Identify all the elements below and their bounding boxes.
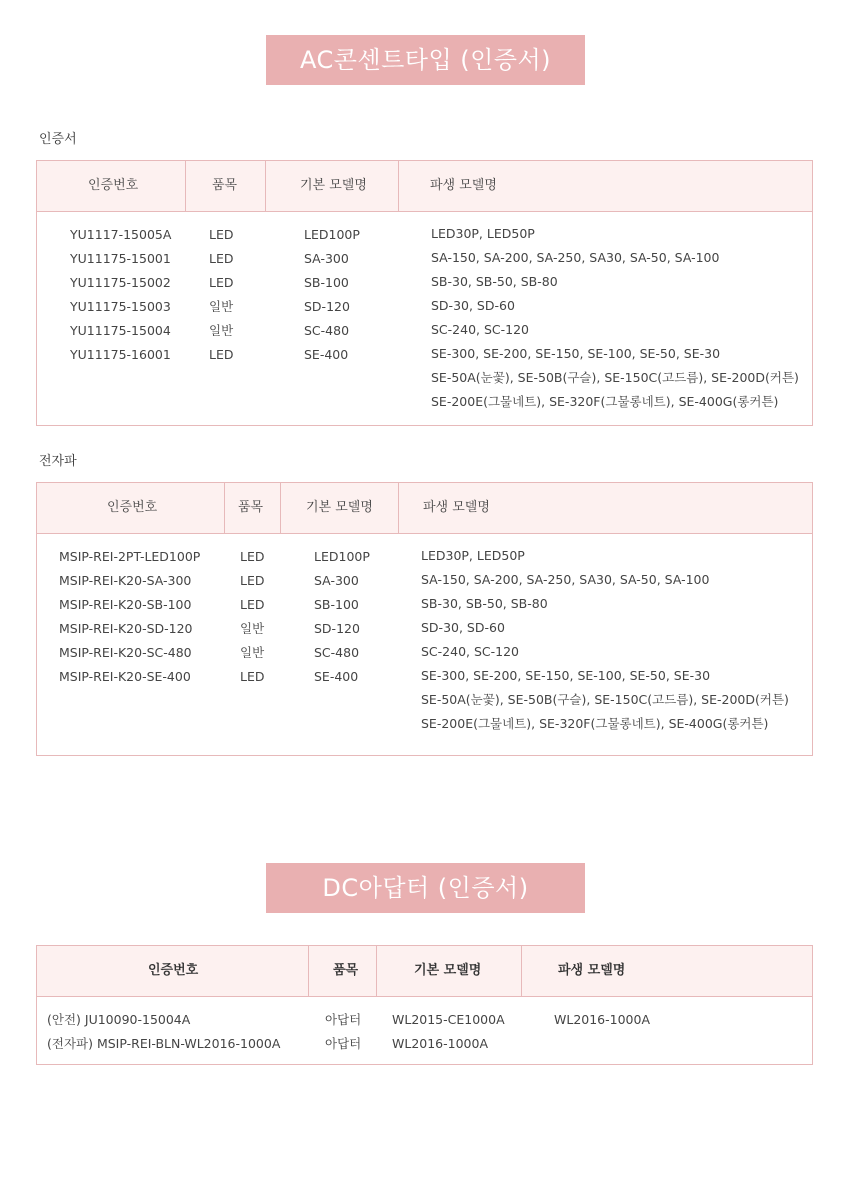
emi-table xyxy=(36,482,813,756)
cert-number-cell: YU11175-16001 xyxy=(70,347,171,362)
item-cell: 아답터 xyxy=(325,1012,362,1027)
cert-number-cell: YU11175-15004 xyxy=(70,323,171,338)
header-item: 품목 xyxy=(333,963,359,978)
cert-number-cell: MSIP-REI-K20-SA-300 xyxy=(59,573,192,588)
header-cert-number: 인증번호 xyxy=(88,178,139,193)
base-model-cell: SB-100 xyxy=(314,597,359,612)
base-model-cell: WL2016-1000A xyxy=(392,1036,489,1051)
derived-model-line: SB-30, SB-50, SB-80 xyxy=(421,596,548,611)
table-row xyxy=(37,273,812,293)
base-model-cell: LED100P xyxy=(304,227,360,242)
derived-model-line: SE-300, SE-200, SE-150, SE-100, SE-50, SE-30 xyxy=(421,668,711,683)
derived-model-line: LED30P, LED50P xyxy=(421,548,525,563)
base-model-cell: SC-480 xyxy=(304,323,350,338)
base-model-cell: SA-300 xyxy=(304,251,349,266)
cert-number-cell: YU1117-15005A xyxy=(70,227,172,242)
cert-number-cell: YU11175-15002 xyxy=(70,275,171,290)
derived-model-line: LED30P, LED50P xyxy=(431,226,535,241)
item-cell: LED xyxy=(209,275,234,290)
item-cell: LED xyxy=(209,347,234,362)
item-cell: 일반 xyxy=(240,645,265,660)
item-cell: 일반 xyxy=(209,323,234,338)
derived-model-line: SA-150, SA-200, SA-250, SA30, SA-50, SA-100 xyxy=(421,572,710,587)
cert-number-cell: YU11175-15001 xyxy=(70,251,171,266)
cert-number-cell: MSIP-REI-K20-SD-120 xyxy=(59,621,193,636)
cert-number-cell: (안전) JU10090-15004A xyxy=(47,1012,191,1027)
derived-model-line: SE-200E(그물네트), SE-320F(그물롱네트), SE-400G(롱커튼) xyxy=(431,394,779,409)
emi-table-header xyxy=(37,483,812,534)
derived-model-line: SD-30, SD-60 xyxy=(431,298,515,313)
base-model-cell: SA-300 xyxy=(314,573,359,588)
cert-table-header xyxy=(37,161,812,212)
item-cell: LED xyxy=(240,669,265,684)
base-model-cell: SD-120 xyxy=(314,621,360,636)
cert-table xyxy=(36,160,813,426)
header-item: 품목 xyxy=(238,500,264,515)
header-base-model: 기본 모델명 xyxy=(414,963,482,978)
cert-section-label: 인증서 xyxy=(39,132,77,147)
derived-model-line: SD-30, SD-60 xyxy=(421,620,505,635)
cert-number-cell: MSIP-REI-K20-SB-100 xyxy=(59,597,192,612)
table-row xyxy=(37,321,812,341)
cert-number-cell: MSIP-REI-K20-SC-480 xyxy=(59,645,192,660)
emi-section-label: 전자파 xyxy=(39,454,77,469)
base-model-cell: SE-400 xyxy=(304,347,349,362)
header-cert-number: 인증번호 xyxy=(148,963,199,978)
cert-number-cell: MSIP-REI-K20-SE-400 xyxy=(59,669,191,684)
item-cell: 일반 xyxy=(209,299,234,314)
item-cell: LED xyxy=(209,251,234,266)
table-row xyxy=(37,225,812,245)
item-cell: LED xyxy=(240,549,265,564)
table-row xyxy=(37,1010,812,1030)
table-row xyxy=(37,1034,812,1054)
item-cell: 일반 xyxy=(240,621,265,636)
base-model-cell: SC-480 xyxy=(314,645,360,660)
base-model-cell: LED100P xyxy=(314,549,370,564)
item-cell: LED xyxy=(209,227,234,242)
dc-table xyxy=(36,945,813,1065)
base-model-cell: SB-100 xyxy=(304,275,349,290)
cert-number-cell: MSIP-REI-2PT-LED100P xyxy=(59,549,201,564)
header-base-model: 기본 모델명 xyxy=(306,500,373,515)
header-derived-model: 파생 모델명 xyxy=(558,963,626,978)
header-cert-number: 인증번호 xyxy=(107,500,158,515)
header-item: 품목 xyxy=(212,178,238,193)
cert-number-cell: YU11175-15003 xyxy=(70,299,171,314)
derived-model-cell: WL2016-1000A xyxy=(554,1012,651,1027)
cert-number-cell: (전자파) MSIP-REI-BLN-WL2016-1000A xyxy=(47,1036,281,1051)
derived-model-line: SE-50A(눈꽃), SE-50B(구슬), SE-150C(고드름), SE-200D(커튼) xyxy=(431,370,799,385)
derived-model-line: SB-30, SB-50, SB-80 xyxy=(431,274,558,289)
item-cell: LED xyxy=(240,597,265,612)
derived-model-line: SE-300, SE-200, SE-150, SE-100, SE-50, SE-30 xyxy=(431,346,721,361)
header-derived-model: 파생 모델명 xyxy=(423,500,490,515)
derived-model-line: SC-240, SC-120 xyxy=(421,644,520,659)
base-model-cell: SE-400 xyxy=(314,669,359,684)
header-base-model: 기본 모델명 xyxy=(300,178,367,193)
base-model-cell: WL2015-CE1000A xyxy=(392,1012,505,1027)
header-derived-model: 파생 모델명 xyxy=(430,178,497,193)
table-row xyxy=(37,297,812,317)
derived-model-line: SA-150, SA-200, SA-250, SA30, SA-50, SA-100 xyxy=(431,250,720,265)
item-cell: LED xyxy=(240,573,265,588)
derived-model-line: SE-50A(눈꽃), SE-50B(구슬), SE-150C(고드름), SE-200D(커튼) xyxy=(421,692,789,707)
dc-section-banner: DC아답터 (인증서) xyxy=(266,863,585,913)
dc-table-header xyxy=(37,946,812,997)
derived-model-line: SE-200E(그물네트), SE-320F(그물롱네트), SE-400G(롱커튼) xyxy=(421,716,769,731)
item-cell: 아답터 xyxy=(325,1036,362,1051)
ac-section-banner: AC콘센트타입 (인증서) xyxy=(266,35,585,85)
base-model-cell: SD-120 xyxy=(304,299,350,314)
derived-model-line: SC-240, SC-120 xyxy=(431,322,530,337)
